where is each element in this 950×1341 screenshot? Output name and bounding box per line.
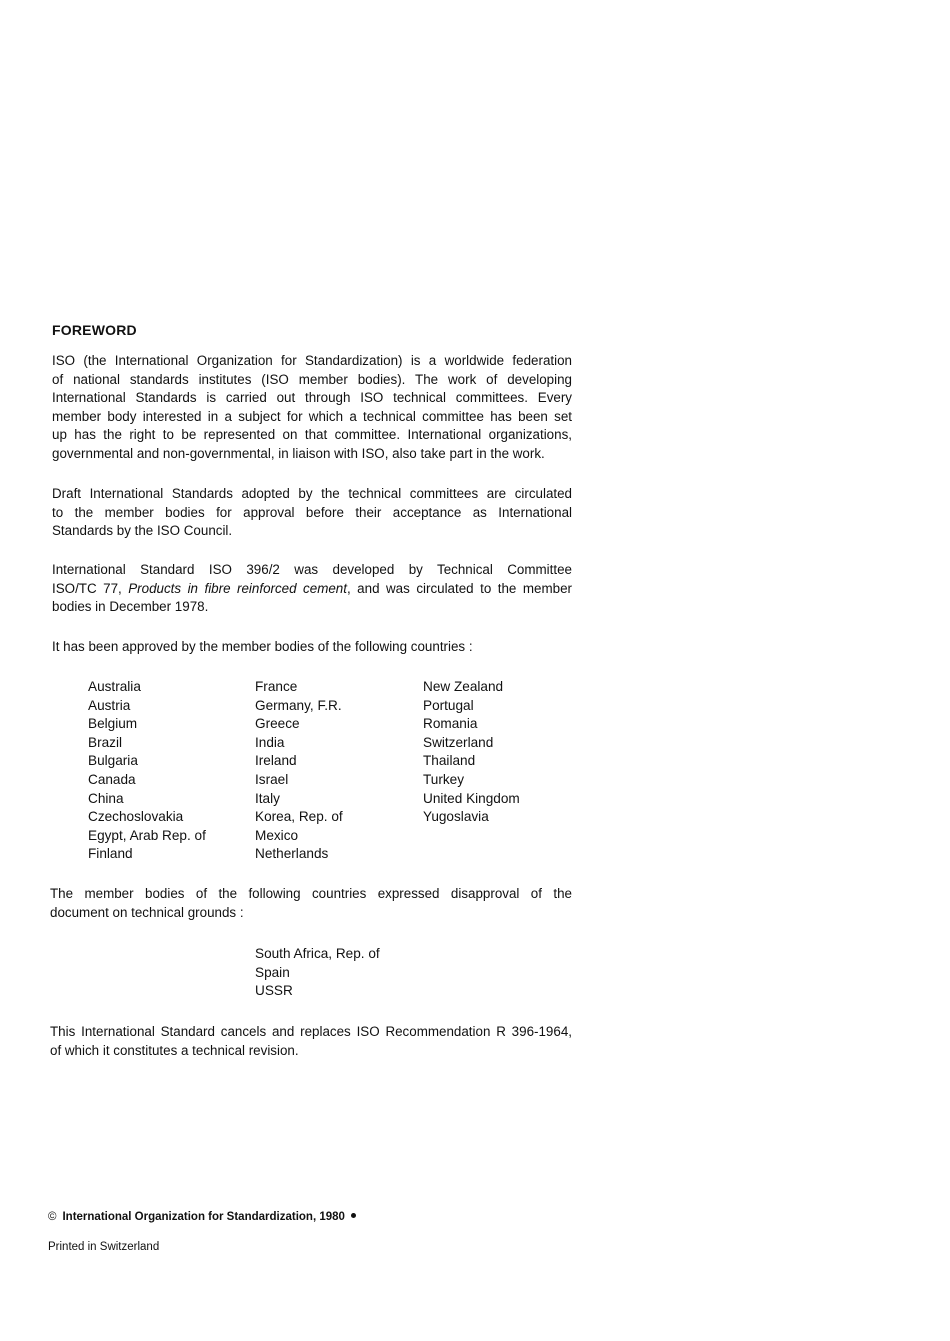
country-item: Egypt, Arab Rep. of (88, 827, 206, 843)
country-item: Mexico (255, 827, 299, 843)
text-line: It has been approved by the member bodies of the following countries : (52, 639, 473, 654)
country-item: Australia (88, 679, 141, 694)
text-line: International Standard ISO 396/2 was developed by Technical Committee (52, 562, 572, 577)
country-item: China (88, 790, 124, 806)
text-line: ISO (the International Organization for Standardization) is a worldwide federation (52, 353, 572, 368)
country-item: Switzerland (423, 734, 494, 750)
countries-column-3 (423, 678, 583, 827)
printed-in-note: Printed in Switzerland (48, 1241, 160, 1253)
country-item: Korea, Rep. of (255, 809, 343, 825)
foreword-paragraph-development (52, 561, 572, 617)
country-item: Bulgaria (88, 753, 138, 769)
copyright-notice (48, 1211, 356, 1223)
country-item: United Kingdom (423, 790, 520, 806)
country-item: Canada (88, 771, 136, 787)
country-item: Thailand (423, 753, 476, 769)
country-item: India (255, 734, 285, 750)
foreword-paragraph-approval (52, 638, 572, 657)
countries-column-2 (255, 678, 415, 864)
copyright-symbol: © (48, 1211, 57, 1223)
text-line: International Standards is carried out through ISO technical committees. Every (52, 390, 572, 406)
foreword-paragraph-draft-standards (52, 485, 572, 541)
country-item: Greece (255, 716, 300, 732)
country-item: Czechoslovakia (88, 809, 184, 825)
country-item: Israel (255, 771, 289, 787)
text-line: of national standards institutes (ISO member bodies). The work of developing (52, 371, 572, 387)
text-line: member body interested in a subject for which a technical committee has been set (52, 408, 572, 424)
text-line (52, 580, 572, 599)
text-line: to the member bodies for approval before their acceptance as International (52, 504, 572, 520)
country-item: Turkey (423, 771, 465, 787)
country-item: New Zealand (423, 679, 504, 694)
text-segment: , and was circulated to the member (346, 580, 572, 596)
text-line: bodies in December 1978. (52, 599, 209, 615)
text-line: of which it constitutes a technical revision. (50, 1042, 299, 1058)
text-line: document on technical grounds : (50, 904, 244, 920)
bullet-dot-icon (351, 1213, 356, 1218)
country-item: Belgium (88, 716, 138, 732)
text-line: up has the right to be represented on that committee. International organizations, (52, 427, 572, 443)
country-item: Italy (255, 790, 280, 806)
country-item: Finland (88, 846, 133, 862)
country-item: Austria (88, 697, 131, 713)
copyright-text: International Organization for Standardization, 1980 (62, 1211, 345, 1223)
disapproving-countries-list (255, 945, 380, 1001)
foreword-paragraph-cancellation (50, 1023, 572, 1060)
foreword-heading: FOREWORD (52, 322, 137, 338)
countries-column-1 (88, 678, 248, 864)
country-item: Spain (255, 964, 290, 980)
text-line: The member bodies of the following countries expressed disapproval of the (50, 886, 572, 901)
country-item: Brazil (88, 734, 122, 750)
country-item: Germany, F.R. (255, 697, 342, 713)
foreword-paragraph-iso-intro (52, 352, 572, 464)
country-item: Romania (423, 716, 478, 732)
text-line: Standards by the ISO Council. (52, 523, 233, 539)
text-line: governmental and non-governmental, in liaison with ISO, also take part in the work. (52, 445, 545, 461)
text-line: This International Standard cancels and replaces ISO Recommendation R 396-1964, (50, 1024, 572, 1039)
country-item: USSR (255, 983, 293, 999)
committee-title-italic: Products in fibre reinforced cement (128, 580, 347, 596)
text-line: Draft International Standards adopted by the technical committees are circulated (52, 486, 572, 501)
country-item: South Africa, Rep. of (255, 946, 380, 961)
country-item: Ireland (255, 753, 297, 769)
country-item: France (255, 679, 298, 694)
foreword-paragraph-disapproval (50, 885, 572, 922)
country-item: Netherlands (255, 846, 329, 862)
country-item: Portugal (423, 697, 474, 713)
text-segment: ISO/TC 77, (52, 580, 129, 596)
country-item: Yugoslavia (423, 809, 489, 825)
